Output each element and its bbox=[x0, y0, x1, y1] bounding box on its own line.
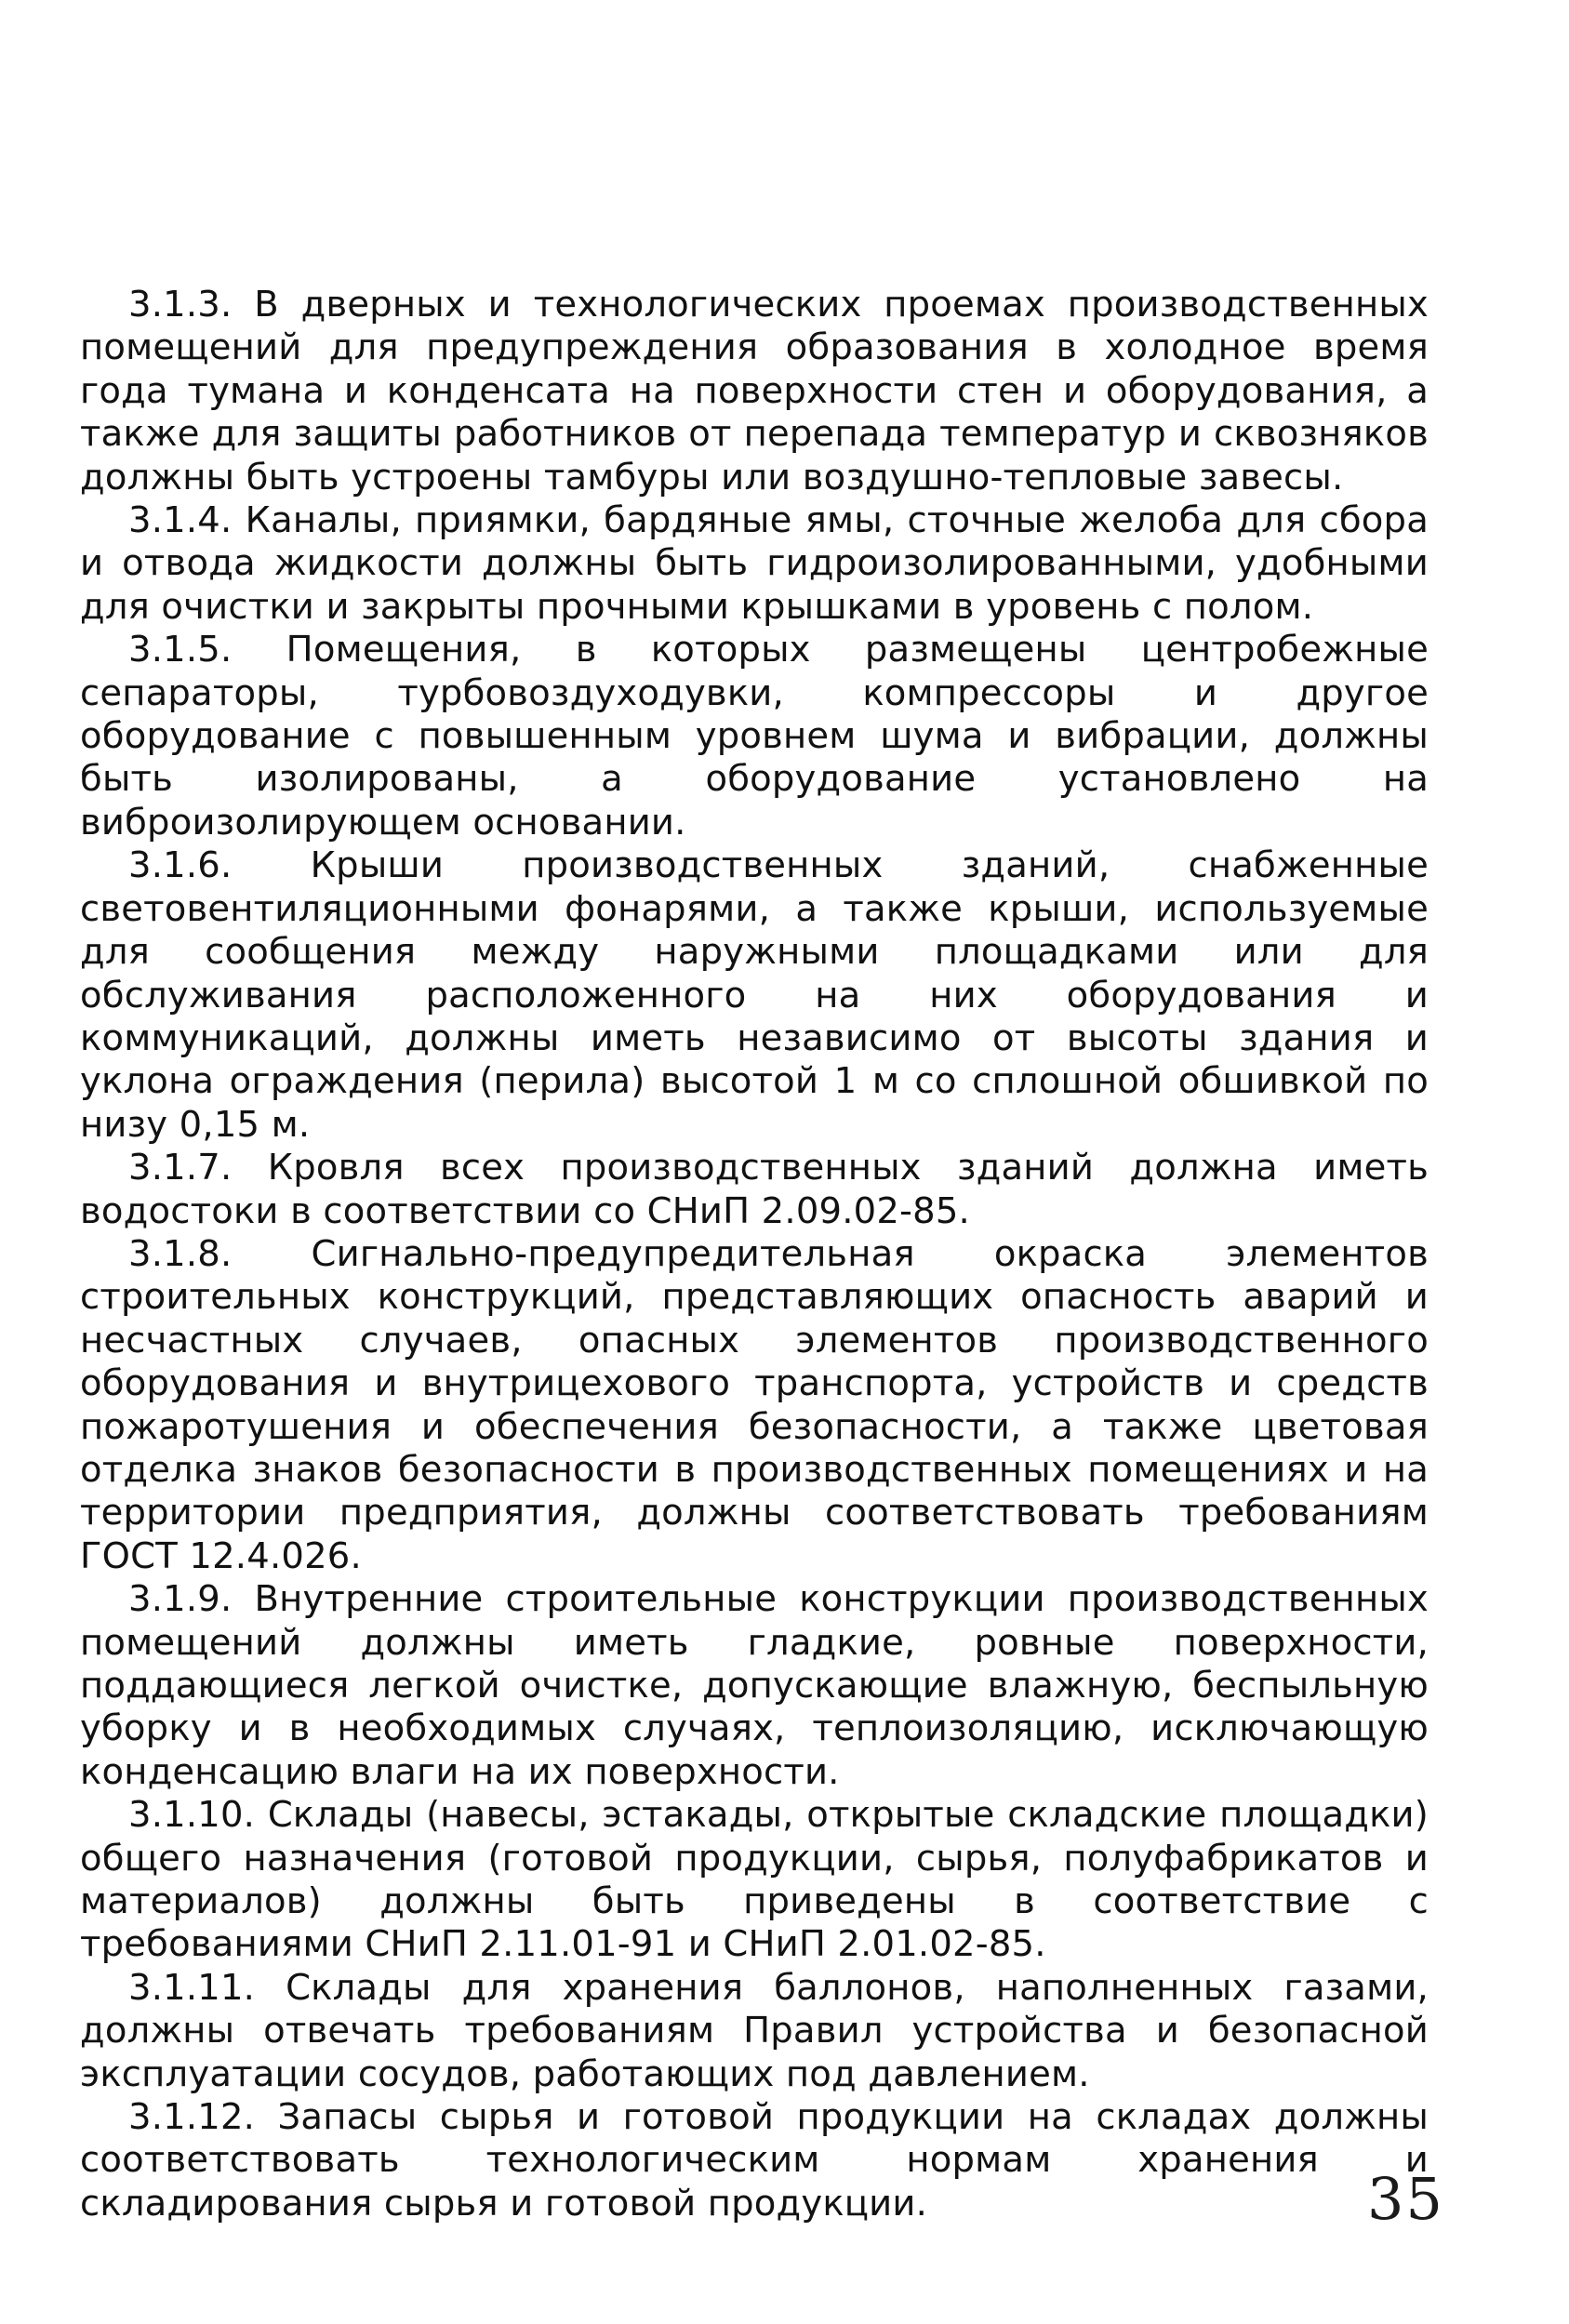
paragraph-number: 3.1.6. bbox=[128, 844, 233, 887]
paragraph-3-1-3 bbox=[80, 284, 1429, 499]
paragraph-text: Кровля всех производственных зданий должна иметь водостоки в соответствии со СНиП 2.09.02-85. bbox=[80, 1147, 1429, 1232]
paragraph-3-1-8 bbox=[80, 1233, 1429, 1578]
paragraph-number: 3.1.9. bbox=[128, 1578, 233, 1621]
paragraph-text: Склады для хранения баллонов, наполненных газами, должны отвечать требованиям Правил устройства и безопасной эксплуатации сосудов, работающих под давлением. bbox=[80, 1966, 1429, 2095]
paragraph-3-1-12 bbox=[80, 2096, 1429, 2225]
page-number: 35 bbox=[1367, 2165, 1444, 2233]
paragraph-3-1-10 bbox=[80, 1794, 1429, 1967]
paragraph-text: Крыши производственных зданий, снабженные световентиляционными фонарями, а также крыши, используемые для сообщения между наружными площадками или для обслуживания расположенного на них оборудования и коммуникаций, должны иметь независимо от высоты здания и уклона ограждения (перила) высотой 1 м со сплошной обшивкой по низу 0,15 м. bbox=[80, 844, 1429, 1146]
paragraph-3-1-5 bbox=[80, 629, 1429, 844]
paragraph-number: 3.1.5. bbox=[128, 629, 233, 671]
paragraph-text: Запасы сырья и готовой продукции на складах должны соответствовать технологическим нормам хранения и складирования сырья и готовой продукции. bbox=[80, 2096, 1429, 2224]
paragraph-3-1-9 bbox=[80, 1578, 1429, 1794]
paragraph-number: 3.1.7. bbox=[128, 1147, 233, 1189]
paragraph-number: 3.1.10. bbox=[128, 1794, 256, 1837]
paragraph-text: В дверных и технологических проемах производственных помещений для предупреждения образования в холодное время года тумана и конденсата на поверхности стен и оборудования, а также для защиты работников от перепада температур и сквозняков должны быть устроены тамбуры или воздушно-тепловые завесы. bbox=[80, 284, 1429, 498]
paragraph-number: 3.1.3. bbox=[128, 284, 233, 325]
paragraph-text: Каналы, приямки, бардяные ямы, сточные желоба для сбора и отвода жидкости должны быть гидроизолированными, удобными для очистки и закрыты прочными крышками в уровень с полом. bbox=[80, 499, 1429, 628]
paragraph-text: Внутренние строительные конструкции производственных помещений должны иметь гладкие, ровные поверхности, поддающиеся легкой очистке, допускающие влажную, беспыльную уборку и в необходимых случаях, теплоизоляцию, исключающую конденсацию влаги на их поверхности. bbox=[80, 1578, 1429, 1793]
paragraph-number: 3.1.11. bbox=[128, 1966, 256, 2009]
paragraph-3-1-4 bbox=[80, 499, 1429, 629]
body-text bbox=[80, 284, 1429, 2225]
paragraph-number: 3.1.8. bbox=[128, 1232, 233, 1275]
paragraph-number: 3.1.4. bbox=[128, 499, 233, 542]
paragraph-text: Помещения, в которых размещены центробежные сепараторы, турбовоздуходувки, компрессоры и другое оборудование с повышенным уровнем шума и вибрации, должны быть изолированы, а оборудование установлено на виброизолирующем основании. bbox=[80, 629, 1429, 843]
paragraph-3-1-6 bbox=[80, 844, 1429, 1147]
paragraph-text: Сигнально-предупредительная окраска элементов строительных конструкций, представляющих опасность аварий и несчастных случаев, опасных элементов производственного оборудования и внутрицехового транспорта, устройств и средств пожаротушения и обеспечения безопасности, а также цветовая отделка знаков безопасности в производственных помещениях и на территории предприятия, должны соответствовать требованиям ГОСТ 12.4.026. bbox=[80, 1232, 1429, 1577]
paragraph-3-1-7 bbox=[80, 1147, 1429, 1233]
paragraph-number: 3.1.12. bbox=[128, 2096, 256, 2139]
paragraph-3-1-11 bbox=[80, 1967, 1429, 2096]
paragraph-text: Склады (навесы, эстакады, открытые складские площадки) общего назначения (готовой продукции, сырья, полуфабрикатов и материалов) должны быть приведены в соответствие с требованиями СНиП 2.11.01-91 и СНиП 2.01.02-85. bbox=[80, 1794, 1429, 1966]
